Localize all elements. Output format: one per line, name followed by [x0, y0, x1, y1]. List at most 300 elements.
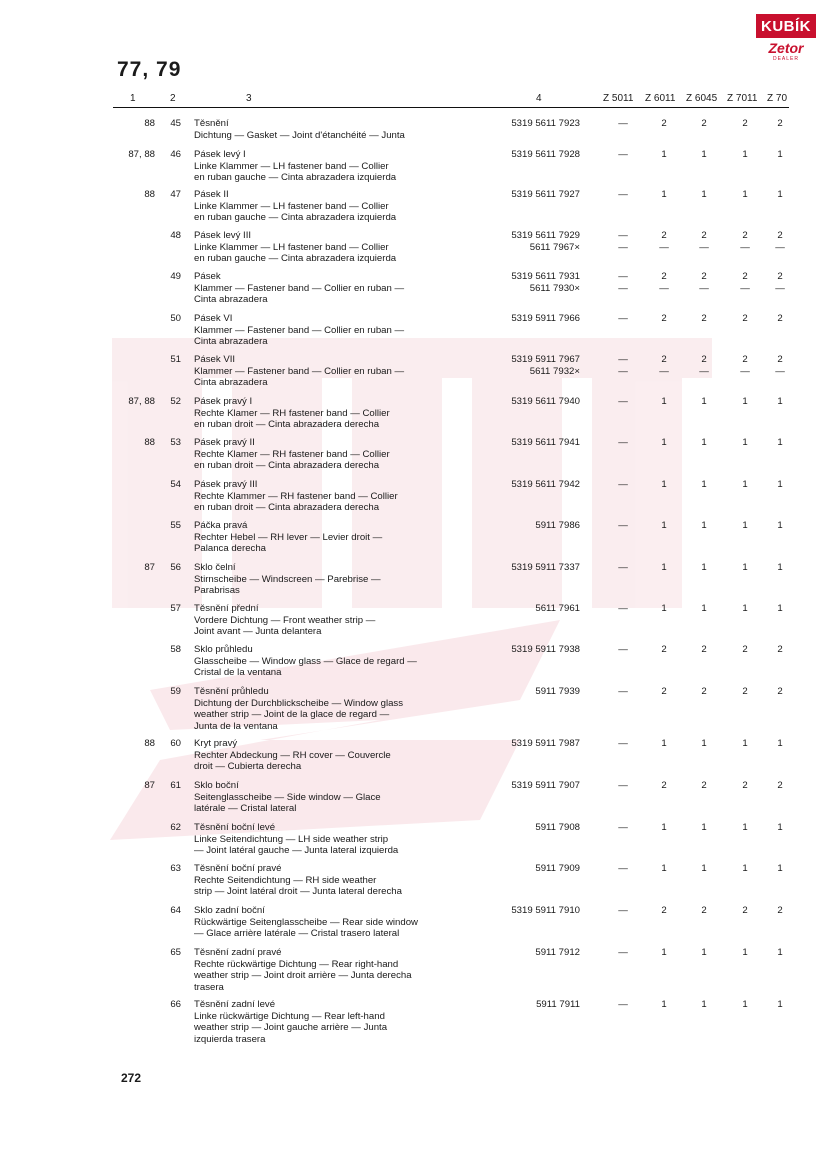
part-name-translation: Dichtung — Gasket — Joint d'étanchéité — Junta — [194, 129, 405, 141]
part-name-translation: weather strip — Joint de la glace de regard — — [194, 709, 390, 721]
part-name-cz: Pásek pravý III — [194, 479, 258, 490]
part-numbers — [494, 118, 580, 130]
part-name-cz: Kryt pravý — [194, 738, 238, 749]
part-numbers — [494, 905, 580, 917]
quantity-cell: 1 — [777, 603, 783, 614]
part-description — [194, 354, 494, 389]
part-name-cz: Pásek — [194, 271, 221, 282]
quantity-cell: 2 — [661, 230, 667, 241]
part-name-translation: Cinta abrazadera — [194, 294, 268, 306]
quantity-cell: 1 — [661, 947, 667, 958]
part-number: 5319 5911 7907 — [511, 780, 580, 791]
part-name-translation: en ruban droit — Cinta abrazadera derecha — [194, 419, 380, 431]
quantity-cell: 2 — [742, 354, 748, 365]
quantity-cell: 2 — [661, 686, 667, 697]
quantity-cell: — — [775, 365, 785, 377]
quantity-cell: 2 — [661, 644, 667, 655]
part-number: 5611 7967× — [529, 241, 580, 253]
col-header-z70: Z 70 — [767, 93, 788, 104]
part-numbers — [494, 686, 580, 698]
quantity-cell: 1 — [742, 738, 748, 749]
item-number: 53 — [170, 437, 181, 448]
part-name-cz: Pásek levý I — [194, 149, 246, 160]
part-name-translation: Cristal de la ventana — [194, 667, 282, 679]
quantity-cell: 2 — [661, 780, 667, 791]
quantity-cell: — — [618, 241, 628, 253]
quantity-cell: 1 — [742, 396, 748, 407]
quantity-cell: — — [699, 365, 709, 377]
item-number: 62 — [170, 822, 181, 833]
quantity-cell: 1 — [661, 189, 667, 200]
part-description — [194, 562, 494, 597]
page-title: 77, 79 — [117, 58, 182, 81]
part-name-translation: Linke Seitendichtung — LH side weather strip — [194, 833, 389, 845]
part-number: 5319 5911 7938 — [511, 644, 580, 655]
logo-dealer-label: DEALER — [772, 56, 799, 62]
part-number: 5319 5911 7966 — [511, 313, 580, 324]
quantity-cell: — — [618, 780, 628, 791]
part-description — [194, 603, 494, 638]
part-name-translation: Stirnscheibe — Windscreen — Parebrise — — [194, 573, 381, 585]
item-number: 45 — [170, 118, 181, 129]
part-name-translation: strip — Joint latéral droit — Junta lateral derecha — [194, 886, 402, 898]
quantity-cell: — — [618, 365, 628, 377]
part-name-translation: izquierda trasera — [194, 1033, 266, 1045]
quantity-cell: 1 — [777, 999, 783, 1010]
part-name-translation: en ruban gauche — Cinta abrazadera izquierda — [194, 212, 397, 224]
quantity-cell: — — [618, 354, 628, 365]
quantity-cell: 2 — [661, 354, 667, 365]
part-numbers — [494, 189, 580, 201]
quantity-cell: 2 — [661, 271, 667, 282]
part-number: 5611 7932× — [529, 365, 580, 377]
figure-ref: 87 — [144, 780, 155, 791]
part-name-translation: weather strip — Joint gauche arrière — Junta — [194, 1022, 388, 1034]
quantity-cell: 2 — [742, 230, 748, 241]
col-header-2: 2 — [170, 93, 176, 104]
quantity-cell: — — [618, 118, 628, 129]
quantity-cell: 1 — [742, 520, 748, 531]
part-number: 5911 7986 — [535, 520, 580, 531]
quantity-cell: — — [775, 241, 785, 253]
quantity-cell: 2 — [777, 644, 783, 655]
part-name-translation: en ruban gauche — Cinta abrazadera izquierda — [194, 253, 397, 265]
quantity-cell: 1 — [661, 437, 667, 448]
part-name-cz: Sklo čelní — [194, 562, 236, 573]
quantity-cell: — — [618, 947, 628, 958]
part-numbers — [494, 520, 580, 532]
part-name-translation: droit — Cubierta derecha — [194, 761, 302, 773]
part-name-translation: — Joint latéral gauche — Junta lateral izquierda — [194, 845, 399, 857]
quantity-cell: 1 — [701, 562, 707, 573]
figure-ref: 88 — [144, 738, 155, 749]
part-name-cz: Pásek II — [194, 189, 229, 200]
part-name-translation: Glasscheibe — Window glass — Glace de regard — — [194, 655, 417, 667]
part-number: 5611 7930× — [529, 282, 580, 294]
part-description — [194, 230, 494, 265]
part-name-translation: weather strip — Joint droit arrière — Junta derecha — [194, 970, 412, 982]
item-number: 55 — [170, 520, 181, 531]
quantity-cell: 2 — [777, 780, 783, 791]
part-name-translation: Rechter Abdeckung — RH cover — Couvercle — [194, 749, 391, 761]
part-description — [194, 905, 494, 940]
quantity-cell: 2 — [777, 686, 783, 697]
part-numbers — [494, 562, 580, 574]
part-numbers — [494, 863, 580, 875]
quantity-cell: 2 — [701, 354, 707, 365]
figure-ref: 87 — [144, 562, 155, 573]
col-header-z5011: Z 5011 — [603, 93, 634, 104]
part-description — [194, 686, 494, 732]
part-numbers — [494, 947, 580, 959]
quantity-cell: 1 — [777, 189, 783, 200]
part-name-cz: Pásek levý III — [194, 230, 252, 241]
part-description — [194, 780, 494, 815]
quantity-cell: 2 — [742, 118, 748, 129]
part-description — [194, 118, 494, 141]
part-numbers — [494, 999, 580, 1011]
quantity-cell: — — [618, 562, 628, 573]
part-name-translation: Junta de la ventana — [194, 720, 278, 732]
quantity-cell: 1 — [777, 738, 783, 749]
part-number: 5319 5911 7910 — [511, 905, 580, 916]
quantity-cell: — — [618, 905, 628, 916]
part-name-translation: en ruban droit — Cinta abrazadera derecha — [194, 502, 380, 514]
item-number: 63 — [170, 863, 181, 874]
part-name-translation: — Glace arrière latérale — Cristal trasero lateral — [194, 928, 400, 940]
part-name-translation: Cinta abrazadera — [194, 377, 268, 389]
quantity-cell: — — [740, 241, 750, 253]
quantity-cell: 1 — [661, 520, 667, 531]
quantity-cell: 1 — [701, 603, 707, 614]
quantity-cell: 1 — [742, 603, 748, 614]
part-number: 5319 5611 7923 — [511, 118, 580, 129]
quantity-cell: 1 — [742, 149, 748, 160]
part-numbers — [494, 738, 580, 750]
quantity-cell: 2 — [777, 354, 783, 365]
quantity-cell: 2 — [701, 780, 707, 791]
part-name-translation: Vordere Dichtung — Front weather strip — — [194, 614, 376, 626]
figure-ref: 87, 88 — [128, 149, 155, 160]
part-numbers — [494, 313, 580, 325]
part-name-translation: Linke Klammer — LH fastener band — Collier — [194, 200, 389, 212]
part-name-cz: Těsnění zadní levé — [194, 999, 276, 1010]
part-numbers — [494, 230, 580, 253]
quantity-cell: 1 — [701, 520, 707, 531]
item-number: 57 — [170, 603, 181, 614]
item-number: 52 — [170, 396, 181, 407]
part-description — [194, 189, 494, 224]
part-name-translation: Rechter Hebel — RH lever — Levier droit — — [194, 531, 383, 543]
quantity-cell: — — [618, 603, 628, 614]
col-header-z6045: Z 6045 — [686, 93, 718, 104]
quantity-cell: — — [740, 282, 750, 294]
quantity-cell: — — [618, 313, 628, 324]
quantity-cell: — — [775, 282, 785, 294]
quantity-cell: — — [659, 241, 669, 253]
figure-ref: 87, 88 — [128, 396, 155, 407]
item-number: 54 — [170, 479, 181, 490]
quantity-cell: — — [699, 241, 709, 253]
part-name-translation: Klammer — Fastener band — Collier en ruban — — [194, 365, 405, 377]
part-name-translation: Rechte Klamer — RH fastener band — Collier — [194, 448, 390, 460]
quantity-cell: 1 — [701, 863, 707, 874]
part-name-translation: Palanca derecha — [194, 543, 267, 555]
part-description — [194, 947, 494, 993]
quantity-cell: 1 — [777, 149, 783, 160]
item-number: 46 — [170, 149, 181, 160]
quantity-cell: 1 — [661, 999, 667, 1010]
part-name-translation: Cinta abrazadera — [194, 336, 268, 348]
quantity-cell: 2 — [742, 686, 748, 697]
part-numbers — [494, 822, 580, 834]
quantity-cell: 1 — [701, 738, 707, 749]
quantity-cell: — — [659, 365, 669, 377]
quantity-cell: 1 — [661, 863, 667, 874]
part-description — [194, 396, 494, 431]
quantity-cell: — — [618, 189, 628, 200]
quantity-cell: 1 — [777, 863, 783, 874]
quantity-cell: 2 — [777, 271, 783, 282]
part-numbers — [494, 479, 580, 491]
part-number: 5319 5611 7941 — [511, 437, 580, 448]
part-numbers — [494, 149, 580, 161]
part-name-translation: Linke Klammer — LH fastener band — Collier — [194, 241, 389, 253]
item-number: 51 — [170, 354, 181, 365]
quantity-cell: 1 — [777, 479, 783, 490]
quantity-cell: 1 — [701, 479, 707, 490]
quantity-cell: 2 — [742, 905, 748, 916]
part-name-cz: Sklo boční — [194, 780, 239, 791]
item-number: 66 — [170, 999, 181, 1010]
item-number: 50 — [170, 313, 181, 324]
quantity-cell: 1 — [777, 947, 783, 958]
quantity-cell: — — [618, 479, 628, 490]
quantity-cell: 1 — [661, 149, 667, 160]
quantity-cell: 1 — [742, 999, 748, 1010]
figure-ref: 88 — [144, 118, 155, 129]
quantity-cell: 2 — [661, 313, 667, 324]
part-description — [194, 738, 494, 773]
quantity-cell: 1 — [742, 947, 748, 958]
figure-ref: 88 — [144, 189, 155, 200]
part-description — [194, 822, 494, 857]
part-name-cz: Pásek pravý II — [194, 437, 255, 448]
part-name-translation: Rechte rückwärtige Dichtung — Rear right-hand — [194, 958, 399, 970]
part-number: 5911 7908 — [535, 822, 580, 833]
quantity-cell: 1 — [701, 822, 707, 833]
part-description — [194, 313, 494, 348]
quantity-cell: — — [740, 365, 750, 377]
part-number: 5319 5911 7987 — [511, 738, 580, 749]
part-numbers — [494, 644, 580, 656]
part-number: 5611 7961 — [535, 603, 580, 614]
quantity-cell: 1 — [661, 396, 667, 407]
part-number: 5911 7911 — [536, 999, 580, 1010]
part-number: 5319 5611 7929 — [511, 230, 580, 241]
part-description — [194, 149, 494, 184]
page-number: 272 — [121, 1071, 142, 1085]
quantity-cell: 1 — [777, 520, 783, 531]
col-header-3: 3 — [246, 93, 252, 104]
item-number: 47 — [170, 189, 181, 200]
part-numbers — [494, 437, 580, 449]
quantity-cell: 1 — [701, 149, 707, 160]
part-number: 5911 7909 — [535, 863, 580, 874]
part-description — [194, 520, 494, 555]
part-name-cz: Sklo průhledu — [194, 644, 253, 655]
figure-ref: 88 — [144, 437, 155, 448]
item-number: 61 — [170, 780, 181, 791]
quantity-cell: — — [618, 230, 628, 241]
part-number: 5319 5611 7928 — [511, 149, 580, 160]
part-name-cz: Pásek pravý I — [194, 396, 253, 407]
part-numbers — [494, 603, 580, 615]
quantity-cell: — — [618, 999, 628, 1010]
quantity-cell: 1 — [742, 189, 748, 200]
logo-brand-bottom: Zetor — [768, 40, 804, 56]
part-name-translation: Joint avant — Junta delantera — [194, 626, 322, 638]
part-description — [194, 863, 494, 898]
quantity-cell: 1 — [661, 603, 667, 614]
part-name-cz: Pásek VII — [194, 354, 236, 365]
quantity-cell: 2 — [701, 905, 707, 916]
part-number: 5911 7912 — [535, 947, 580, 958]
item-number: 64 — [170, 905, 181, 916]
quantity-cell: 2 — [701, 644, 707, 655]
quantity-cell: 1 — [742, 863, 748, 874]
part-numbers — [494, 780, 580, 792]
part-number: 5911 7939 — [535, 686, 580, 697]
quantity-cell: 1 — [742, 437, 748, 448]
logo-brand-top: KUBÍK — [756, 14, 816, 38]
quantity-cell: 2 — [742, 780, 748, 791]
quantity-cell: — — [618, 282, 628, 294]
quantity-cell: 1 — [701, 947, 707, 958]
quantity-cell: — — [618, 437, 628, 448]
part-name-cz: Těsnění — [194, 118, 229, 129]
part-name-cz: Těsnění průhledu — [194, 686, 269, 697]
quantity-cell: 1 — [742, 822, 748, 833]
quantity-cell: 2 — [701, 118, 707, 129]
item-number: 48 — [170, 230, 181, 241]
part-number: 5319 5611 7927 — [511, 189, 580, 200]
col-header-z6011: Z 6011 — [645, 93, 676, 104]
quantity-cell: — — [618, 738, 628, 749]
quantity-cell: 1 — [777, 396, 783, 407]
quantity-cell: — — [618, 644, 628, 655]
part-name-translation: Rechte Klammer — RH fastener band — Collier — [194, 490, 398, 502]
quantity-cell: 2 — [661, 905, 667, 916]
part-name-translation: en ruban gauche — Cinta abrazadera izquierda — [194, 172, 397, 184]
part-name-cz: Pásek VI — [194, 313, 233, 324]
col-header-4: 4 — [536, 93, 542, 104]
part-name-translation: latérale — Cristal lateral — [194, 803, 297, 815]
part-numbers — [494, 354, 580, 377]
quantity-cell: — — [618, 396, 628, 407]
part-name-translation: Rückwärtige Seitenglasscheibe — Rear side window — [194, 916, 418, 928]
quantity-cell: 1 — [701, 189, 707, 200]
part-name-cz: Těsnění boční pravé — [194, 863, 282, 874]
quantity-cell: 1 — [777, 822, 783, 833]
part-name-translation: Parabrisas — [194, 585, 240, 597]
part-number: 5319 5611 7940 — [511, 396, 580, 407]
part-name-translation: Klammer — Fastener band — Collier en ruban — — [194, 282, 405, 294]
header-divider — [113, 107, 789, 108]
item-number: 65 — [170, 947, 181, 958]
part-name-translation: Seitenglasscheibe — Side window — Glace — [194, 791, 381, 803]
part-name-translation: Linke Klammer — LH fastener band — Collier — [194, 160, 389, 172]
quantity-cell: 1 — [777, 437, 783, 448]
item-number: 49 — [170, 271, 181, 282]
part-name-translation: Klammer — Fastener band — Collier en ruban — — [194, 324, 405, 336]
quantity-cell: 1 — [701, 396, 707, 407]
quantity-cell: — — [618, 149, 628, 160]
quantity-cell: 1 — [661, 822, 667, 833]
quantity-cell: 2 — [742, 644, 748, 655]
part-numbers — [494, 396, 580, 408]
col-header-z7011: Z 7011 — [727, 93, 758, 104]
part-name-translation: Dichtung der Durchblickscheibe — Window glass — [194, 697, 404, 709]
part-number: 5319 5911 7967 — [511, 354, 580, 365]
part-number: 5319 5611 7931 — [511, 271, 580, 282]
quantity-cell: — — [618, 271, 628, 282]
part-name-translation: trasera — [194, 981, 224, 993]
col-header-1: 1 — [130, 93, 136, 104]
part-name-cz: Těsnění zadní pravé — [194, 947, 282, 958]
quantity-cell: — — [618, 822, 628, 833]
quantity-cell: 2 — [701, 313, 707, 324]
quantity-cell: 1 — [701, 999, 707, 1010]
part-number: 5319 5611 7942 — [511, 479, 580, 490]
quantity-cell: 2 — [701, 271, 707, 282]
part-name-translation: Linke rückwärtige Dichtung — Rear left-hand — [194, 1010, 385, 1022]
quantity-cell: 2 — [777, 313, 783, 324]
dealer-logo — [756, 14, 816, 62]
item-number: 56 — [170, 562, 181, 573]
quantity-cell: 1 — [701, 437, 707, 448]
quantity-cell: — — [618, 863, 628, 874]
item-number: 58 — [170, 644, 181, 655]
quantity-cell: — — [618, 686, 628, 697]
quantity-cell: 1 — [777, 562, 783, 573]
quantity-cell: 2 — [742, 271, 748, 282]
part-description — [194, 644, 494, 679]
part-description — [194, 271, 494, 306]
part-description — [194, 479, 494, 514]
item-number: 59 — [170, 686, 181, 697]
item-number: 60 — [170, 738, 181, 749]
quantity-cell: 2 — [777, 230, 783, 241]
part-numbers — [494, 271, 580, 294]
quantity-cell: 2 — [742, 313, 748, 324]
part-name-translation: en ruban droit — Cinta abrazadera derecha — [194, 460, 380, 472]
quantity-cell: — — [699, 282, 709, 294]
quantity-cell: 2 — [701, 230, 707, 241]
quantity-cell: 1 — [661, 738, 667, 749]
quantity-cell: 2 — [777, 118, 783, 129]
part-name-cz: Těsnění boční levé — [194, 822, 276, 833]
quantity-cell: 1 — [661, 479, 667, 490]
quantity-cell: — — [659, 282, 669, 294]
part-description — [194, 999, 494, 1045]
quantity-cell: 2 — [777, 905, 783, 916]
quantity-cell: — — [618, 520, 628, 531]
quantity-cell: 2 — [661, 118, 667, 129]
quantity-cell: 2 — [701, 686, 707, 697]
part-name-translation: Rechte Klamer — RH fastener band — Collier — [194, 407, 390, 419]
quantity-cell: 1 — [742, 562, 748, 573]
